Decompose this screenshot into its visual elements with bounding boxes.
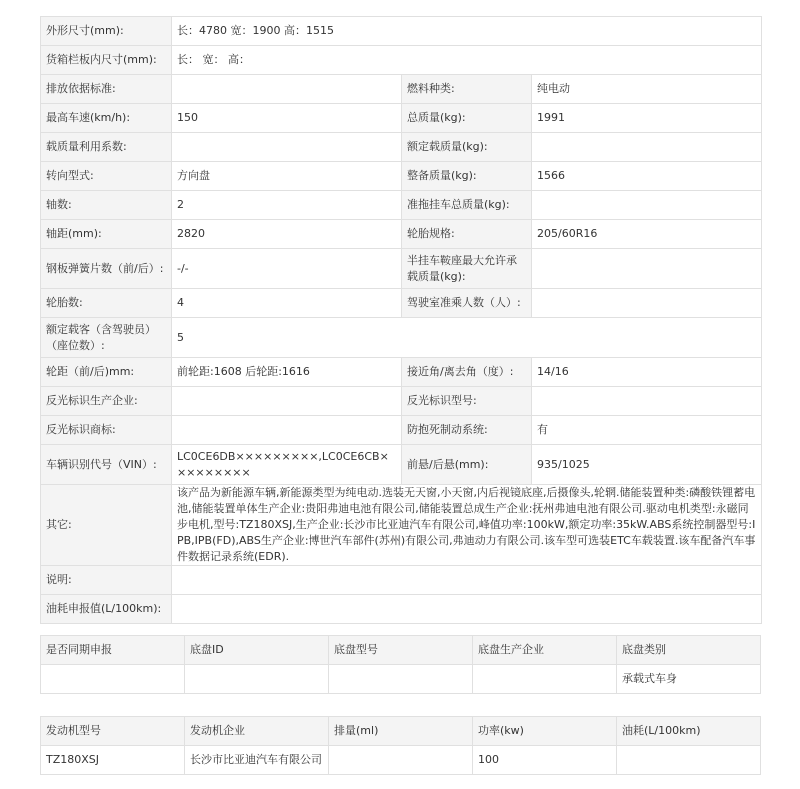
overhang-value: 935/1025 <box>532 445 762 485</box>
engine-header-cell: 排量(ml) <box>329 717 473 746</box>
passengers-label: 额定载客（含驾驶员）（座位数）: <box>41 318 172 358</box>
row-max-speed <box>41 104 762 133</box>
engine-header-cell: 发动机型号 <box>41 717 185 746</box>
note-value <box>172 566 762 595</box>
chassis-table <box>40 635 761 694</box>
vehicle-parameters-table <box>40 16 762 624</box>
tires-label: 轮胎数: <box>41 289 172 318</box>
reflector-maker-label: 反光标识生产企业: <box>41 387 172 416</box>
cab-seats-label: 驾驶室准乘人数（人）: <box>402 289 532 318</box>
row-note <box>41 566 762 595</box>
emission-value <box>172 75 402 104</box>
reflector-model-value <box>532 387 762 416</box>
rated-load-label: 额定载质量(kg): <box>402 133 532 162</box>
row-other <box>41 485 762 566</box>
load-factor-value <box>172 133 402 162</box>
cargo-box-label: 货箱栏板内尺寸(mm): <box>41 46 172 75</box>
trailer-mass-label: 准拖挂车总质量(kg): <box>402 191 532 220</box>
vin-value: LC0CE6DB×××××××××,LC0CE6CB××××××××× <box>172 445 402 485</box>
row-steering <box>41 162 762 191</box>
steering-value: 方向盘 <box>172 162 402 191</box>
approach-value: 14/16 <box>532 358 762 387</box>
cab-seats-value <box>532 289 762 318</box>
wheelbase-label: 轴距(mm): <box>41 220 172 249</box>
steering-label: 转向型式: <box>41 162 172 191</box>
total-mass-label: 总质量(kg): <box>402 104 532 133</box>
chassis-header-row <box>41 636 761 665</box>
saddle-load-value <box>532 249 762 289</box>
row-wheelbase <box>41 220 762 249</box>
max-speed-value: 150 <box>172 104 402 133</box>
row-track <box>41 358 762 387</box>
reflector-model-label: 反光标识型号: <box>402 387 532 416</box>
chassis-header-cell: 底盘型号 <box>329 636 473 665</box>
row-reflector-brand <box>41 416 762 445</box>
engine-header-cell: 油耗(L/100km) <box>617 717 761 746</box>
other-value: 该产品为新能源车辆,新能源类型为纯电动.选装无天窗,小天窗,内后视镜底座,后摄像头,轮辋.储能装置种类:磷酸铁锂蓄电池,储能装置单体生产企业:贵阳弗迪电池有限公司,储能装置总成生产企业:抚州弗迪电池有限公司.驱动电机类型:永磁同步电机,型号:TZ180XSJ,生产企业:长沙市比亚迪汽车有限公司,峰值功率:100kW,额定功率:35kW.ABS系统控制器型号:IPB,IPB(FD),ABS生产企业:博世汽车部件(苏州)有限公司,弗迪动力有限公司.该车型可选装ETC车载装置.该车配备汽车事件数据记录系统(EDR). <box>172 485 762 566</box>
trailer-mass-value <box>532 191 762 220</box>
chassis-header-cell: 是否同期申报 <box>41 636 185 665</box>
tire-spec-value: 205/60R16 <box>532 220 762 249</box>
chassis-cell <box>185 665 329 694</box>
note-label: 说明: <box>41 566 172 595</box>
overhang-label: 前悬/后悬(mm): <box>402 445 532 485</box>
track-value: 前轮距:1608 后轮距:1616 <box>172 358 402 387</box>
curb-mass-label: 整备质量(kg): <box>402 162 532 191</box>
axles-value: 2 <box>172 191 402 220</box>
engine-table <box>40 716 761 775</box>
load-factor-label: 载质量利用系数: <box>41 133 172 162</box>
chassis-cell <box>473 665 617 694</box>
fuel-report-label: 油耗申报值(L/100km): <box>41 595 172 624</box>
dimensions-value: 长：4780 宽：1900 高：1515 <box>172 17 762 46</box>
engine-header-cell: 功率(kw) <box>473 717 617 746</box>
passengers-value: 5 <box>172 318 762 358</box>
vin-label: 车辆识别代号（VIN）: <box>41 445 172 485</box>
reflector-brand-value <box>172 416 402 445</box>
dimensions-label: 外形尺寸(mm): <box>41 17 172 46</box>
track-label: 轮距（前/后)mm: <box>41 358 172 387</box>
chassis-cell: 承载式车身 <box>617 665 761 694</box>
row-cargo-box <box>41 46 762 75</box>
row-reflector-maker <box>41 387 762 416</box>
rated-load-value <box>532 133 762 162</box>
fuel-type-value: 纯电动 <box>532 75 762 104</box>
row-springs <box>41 249 762 289</box>
row-dimensions <box>41 17 762 46</box>
chassis-header-cell: 底盘类别 <box>617 636 761 665</box>
abs-value: 有 <box>532 416 762 445</box>
row-fuel-report <box>41 595 762 624</box>
chassis-header-cell: 底盘生产企业 <box>473 636 617 665</box>
springs-value: -/- <box>172 249 402 289</box>
curb-mass-value: 1566 <box>532 162 762 191</box>
row-axles <box>41 191 762 220</box>
engine-cell: 长沙市比亚迪汽车有限公司 <box>185 746 329 775</box>
reflector-maker-value <box>172 387 402 416</box>
row-emission <box>41 75 762 104</box>
springs-label: 钢板弹簧片数（前/后）: <box>41 249 172 289</box>
emission-label: 排放依据标准: <box>41 75 172 104</box>
total-mass-value: 1991 <box>532 104 762 133</box>
cargo-box-value: 长： 宽： 高： <box>172 46 762 75</box>
reflector-brand-label: 反光标识商标: <box>41 416 172 445</box>
engine-cell <box>617 746 761 775</box>
wheelbase-value: 2820 <box>172 220 402 249</box>
fuel-report-value <box>172 595 762 624</box>
row-tires <box>41 289 762 318</box>
chassis-cell <box>41 665 185 694</box>
table-row <box>41 746 761 775</box>
other-label: 其它: <box>41 485 172 566</box>
approach-label: 接近角/离去角（度）: <box>402 358 532 387</box>
engine-cell: 100 <box>473 746 617 775</box>
engine-header-cell: 发动机企业 <box>185 717 329 746</box>
engine-cell <box>329 746 473 775</box>
row-vin <box>41 445 762 485</box>
fuel-type-label: 燃料种类: <box>402 75 532 104</box>
tires-value: 4 <box>172 289 402 318</box>
abs-label: 防抱死制动系统: <box>402 416 532 445</box>
chassis-header-cell: 底盘ID <box>185 636 329 665</box>
engine-cell: TZ180XSJ <box>41 746 185 775</box>
tire-spec-label: 轮胎规格: <box>402 220 532 249</box>
axles-label: 轴数: <box>41 191 172 220</box>
row-load-factor <box>41 133 762 162</box>
chassis-cell <box>329 665 473 694</box>
max-speed-label: 最高车速(km/h): <box>41 104 172 133</box>
saddle-load-label: 半挂车鞍座最大允许承载质量(kg): <box>402 249 532 289</box>
engine-header-row <box>41 717 761 746</box>
table-row <box>41 665 761 694</box>
row-passengers <box>41 318 762 358</box>
